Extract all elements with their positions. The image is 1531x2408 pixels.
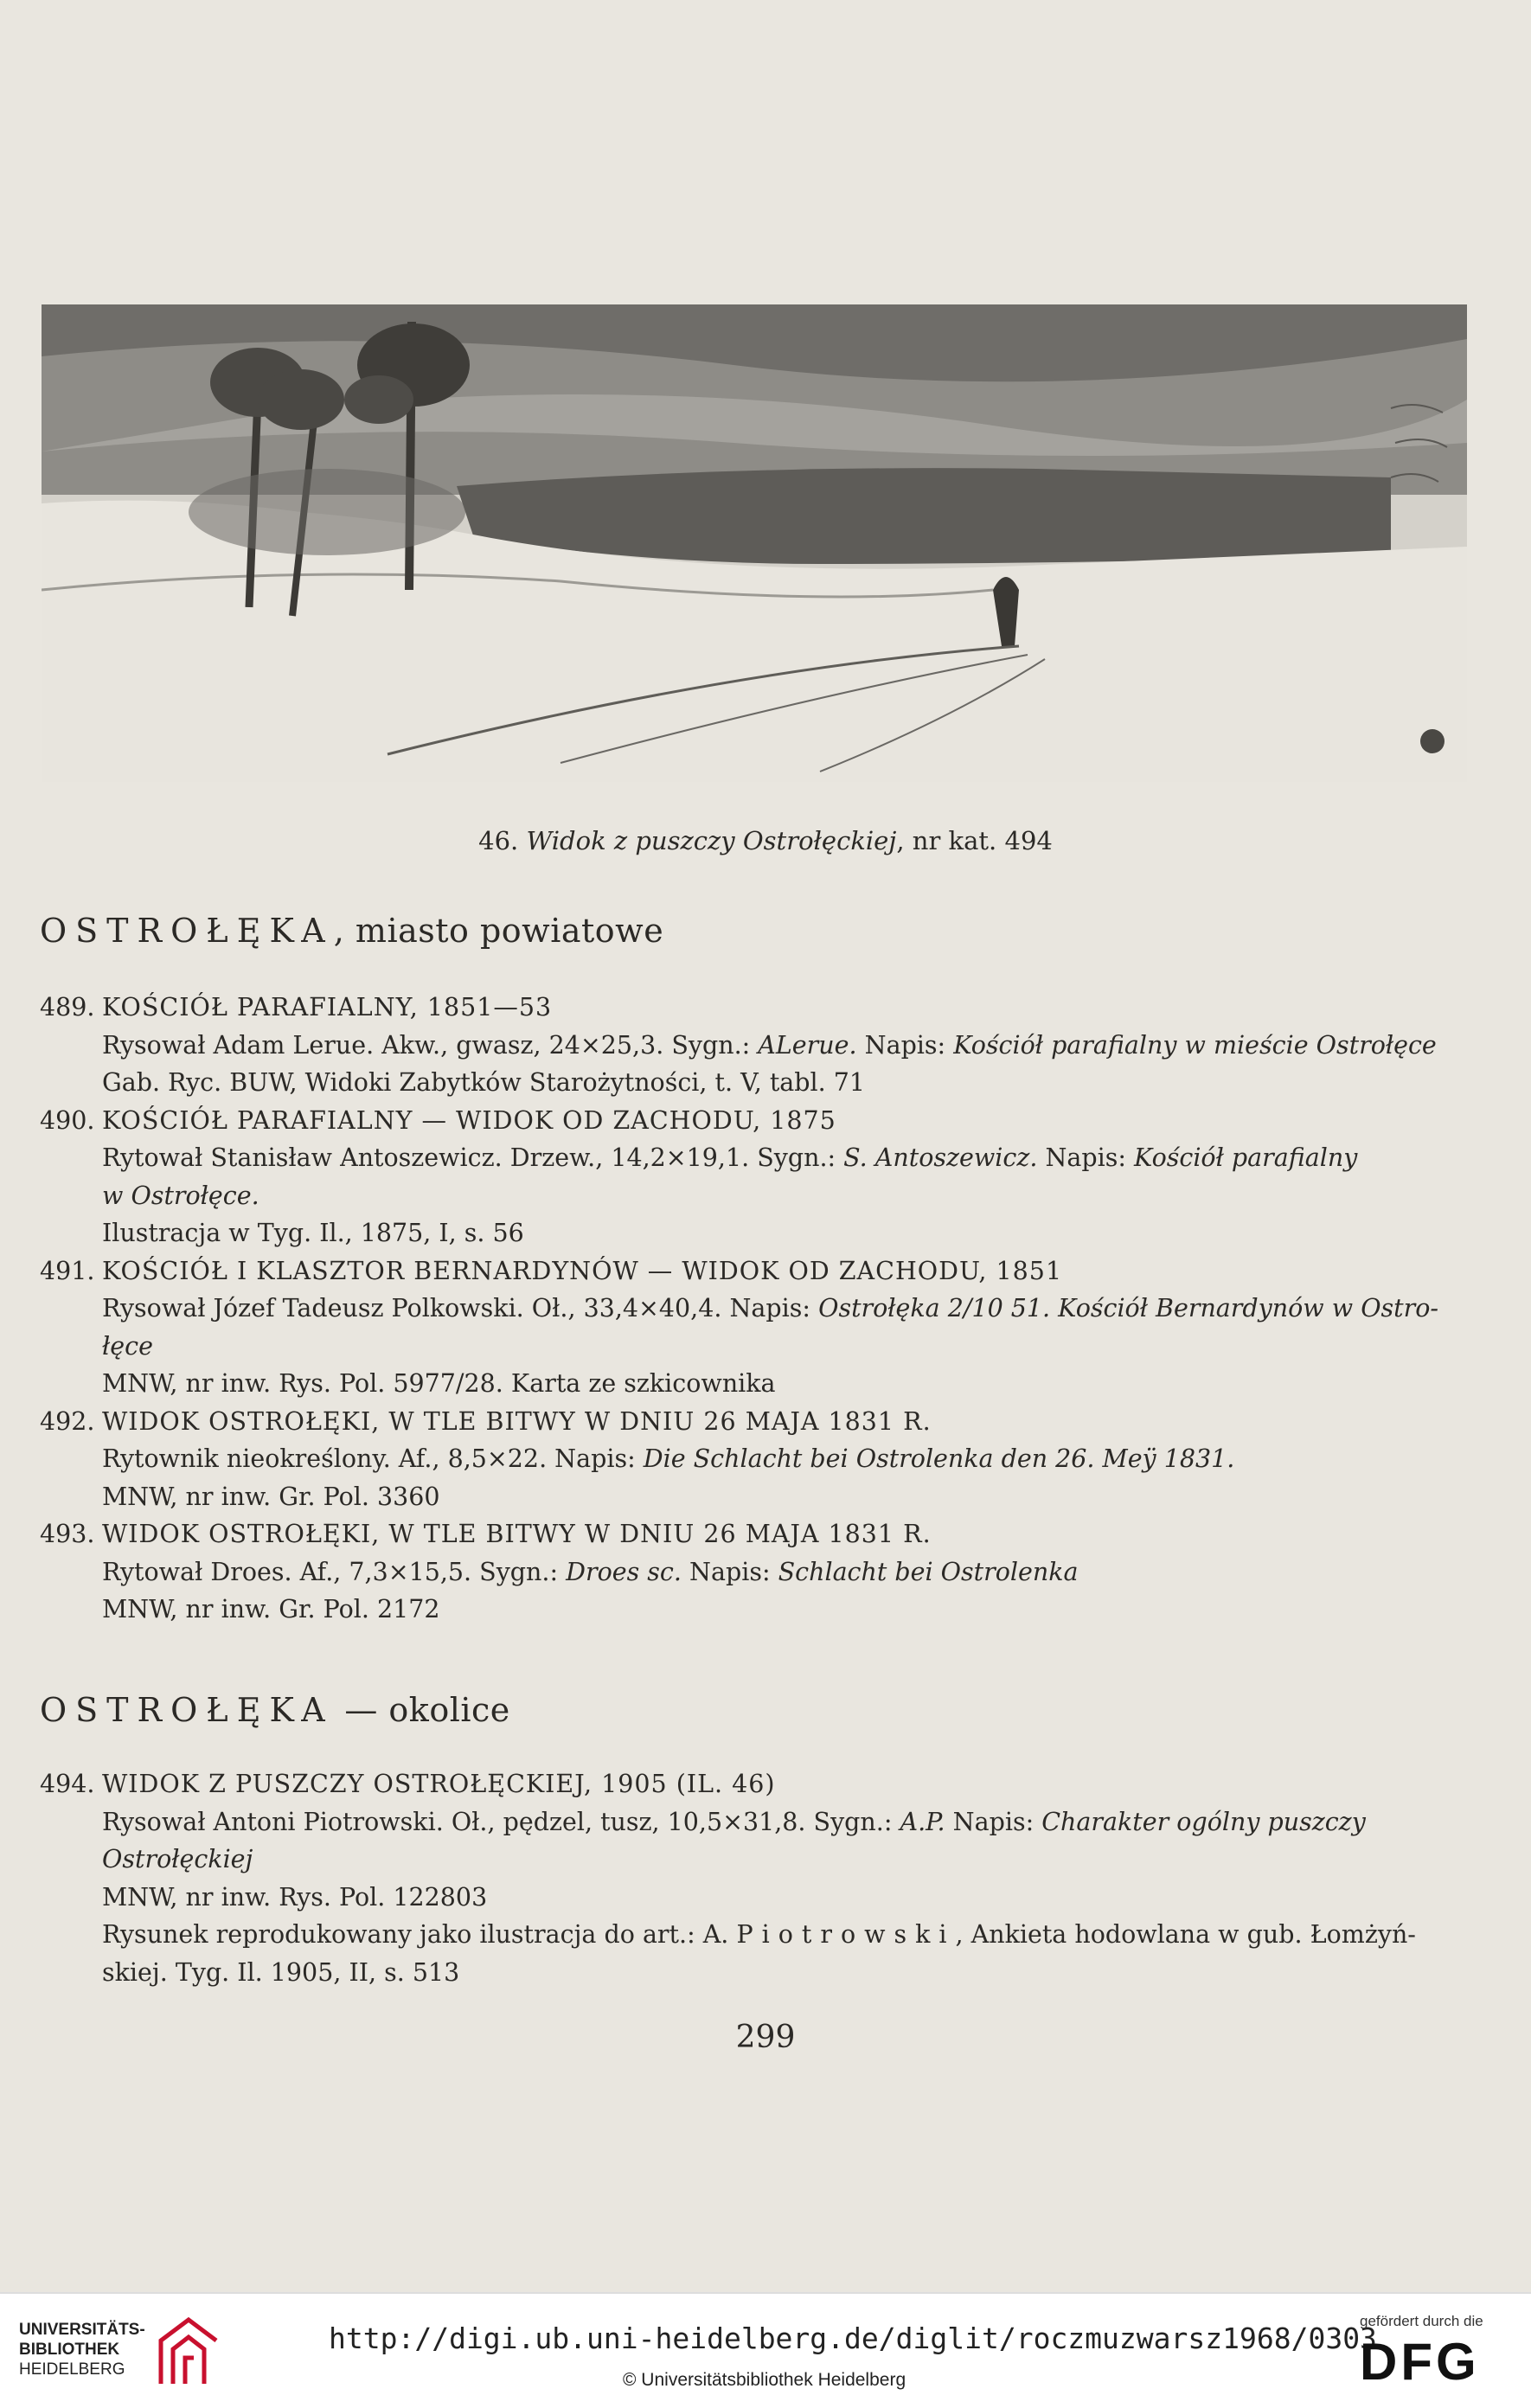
entry-title: WIDOK Z PUSZCZY OSTROŁĘCKIEJ, 1905 (IL. 46) — [102, 1770, 776, 1798]
entry-492-heading — [40, 1403, 1476, 1441]
entry-493-location: MNW, nr inw. Gr. Pol. 2172 — [102, 1595, 440, 1623]
sketch-drawing — [42, 304, 1467, 782]
library-logo-icon — [154, 2315, 221, 2387]
illustration-winter-forest-sketch — [42, 304, 1467, 782]
entry-493-description: Rytował Droes. Af., 7,3×15,5. Sygn.: Droes sc. Napis: Schlacht bei Ostrolenka — [102, 1557, 1079, 1586]
copyright-notice: © Universitätsbibliothek Heidelberg — [623, 2370, 906, 2390]
dfg-logo: DFG — [1360, 2333, 1480, 2391]
permalink-url[interactable]: http://digi.ub.uni-heidelberg.de/diglit/roczmuzwarsz1968/0303 — [329, 2322, 1377, 2355]
entry-493-heading — [40, 1515, 1476, 1553]
entry-494-note-cont: skiej. Tyg. Il. 1905, II, s. 513 — [102, 1957, 460, 1987]
library-logo-text: UNIVERSITÄTS- BIBLIOTHEK HEIDELBERG — [19, 2321, 145, 2379]
section-heading-rest: , miasto powiatowe — [333, 912, 664, 950]
entry-490-description: Rytował Stanisław Antoszewicz. Drzew., 14,2×19,1. Sygn.: S. Antoszewicz. Napis: Kościół parafialny — [102, 1143, 1358, 1172]
entry-491-location: MNW, nr inw. Rys. Pol. 5977/28. Karta ze szkicownika — [102, 1369, 776, 1398]
caption-title: Widok z puszczy Ostrołęckiej — [526, 826, 897, 855]
caption-reference: , nr kat. 494 — [896, 826, 1053, 855]
entry-491-description: Rysował Józef Tadeusz Polkowski. Oł., 33,4×40,4. Napis: Ostrołęka 2/10 51. Kościół Bernardynów w Ostro- — [102, 1294, 1439, 1322]
catalog-entries-surroundings — [40, 1765, 1476, 1991]
page-number: 299 — [735, 2020, 796, 2055]
entry-title: KOŚCIÓŁ PARAFIALNY — WIDOK OD ZACHODU, 1875 — [102, 1105, 836, 1135]
entry-492-location: MNW, nr inw. Gr. Pol. 3360 — [102, 1482, 440, 1511]
section-heading-caps: OSTROŁĘKA — [40, 1691, 334, 1729]
entry-494-heading — [40, 1765, 1476, 1803]
section-heading-rest: — okolice — [333, 1691, 510, 1729]
entry-number: 491. — [40, 1256, 95, 1285]
entry-number: 494. — [40, 1770, 95, 1798]
entry-492-description: Rytownik nieokreślony. Af., 8,5×22. Napis: Die Schlacht bei Ostrolenka den 26. Meÿ 1831. — [102, 1444, 1235, 1473]
entry-title: KOŚCIÓŁ I KLASZTOR BERNARDYNÓW — WIDOK OD ZACHODU, 1851 — [102, 1256, 1063, 1285]
entry-494-description: Rysował Antoni Piotrowski. Oł., pędzel, tusz, 10,5×31,8. Sygn.: A.P. Napis: Charakter ogólny puszczy — [102, 1807, 1366, 1836]
entry-494-note: Rysunek reprodukowany jako ilustracja do art.: A. Piotrowski, Ankieta hodowlana w gub. Łomżyń- — [102, 1920, 1416, 1949]
funding-note: gefördert durch die — [1360, 2313, 1483, 2329]
entry-number: 489. — [40, 993, 95, 1021]
entry-490-heading — [40, 1102, 1476, 1140]
section-heading-town — [40, 912, 663, 950]
entry-489-location: Gab. Ryc. BUW, Widoki Zabytków Starożytności, t. V, tabl. 71 — [102, 1068, 866, 1097]
entry-title: KOŚCIÓŁ PARAFIALNY, 1851—53 — [102, 993, 553, 1021]
entry-494-location: MNW, nr inw. Rys. Pol. 122803 — [102, 1882, 488, 1912]
entry-number: 490. — [40, 1105, 95, 1135]
figure-caption — [0, 826, 1531, 855]
entry-490-description-cont: w Ostrołęce. — [102, 1181, 259, 1210]
catalog-entries-town — [40, 989, 1476, 1629]
entry-number: 493. — [40, 1520, 95, 1548]
section-heading-caps: OSTROŁĘKA — [40, 912, 334, 950]
entry-title: WIDOK OSTROŁĘKI, W TLE BITWY W DNIU 26 MAJA 1831 R. — [102, 1520, 932, 1548]
entry-title: WIDOK OSTROŁĘKI, W TLE BITWY W DNIU 26 MAJA 1831 R. — [102, 1406, 932, 1436]
entry-494-description-cont: Ostrołęckiej — [102, 1845, 253, 1873]
entry-489-description: Rysował Adam Lerue. Akw., gwasz, 24×25,3. Sygn.: ALerue. Napis: Kościół parafialny w mieście Ostrołęce — [102, 1030, 1437, 1060]
caption-number: 46. — [478, 826, 519, 855]
entry-489-heading — [40, 989, 1476, 1027]
entry-490-location: Ilustracja w Tyg. Il., 1875, I, s. 56 — [102, 1219, 524, 1247]
entry-491-description-cont: łęce — [102, 1331, 153, 1361]
entry-491-heading — [40, 1252, 1476, 1290]
digitization-footer — [0, 2292, 1531, 2408]
section-heading-surroundings — [40, 1691, 510, 1729]
entry-number: 492. — [40, 1406, 95, 1436]
